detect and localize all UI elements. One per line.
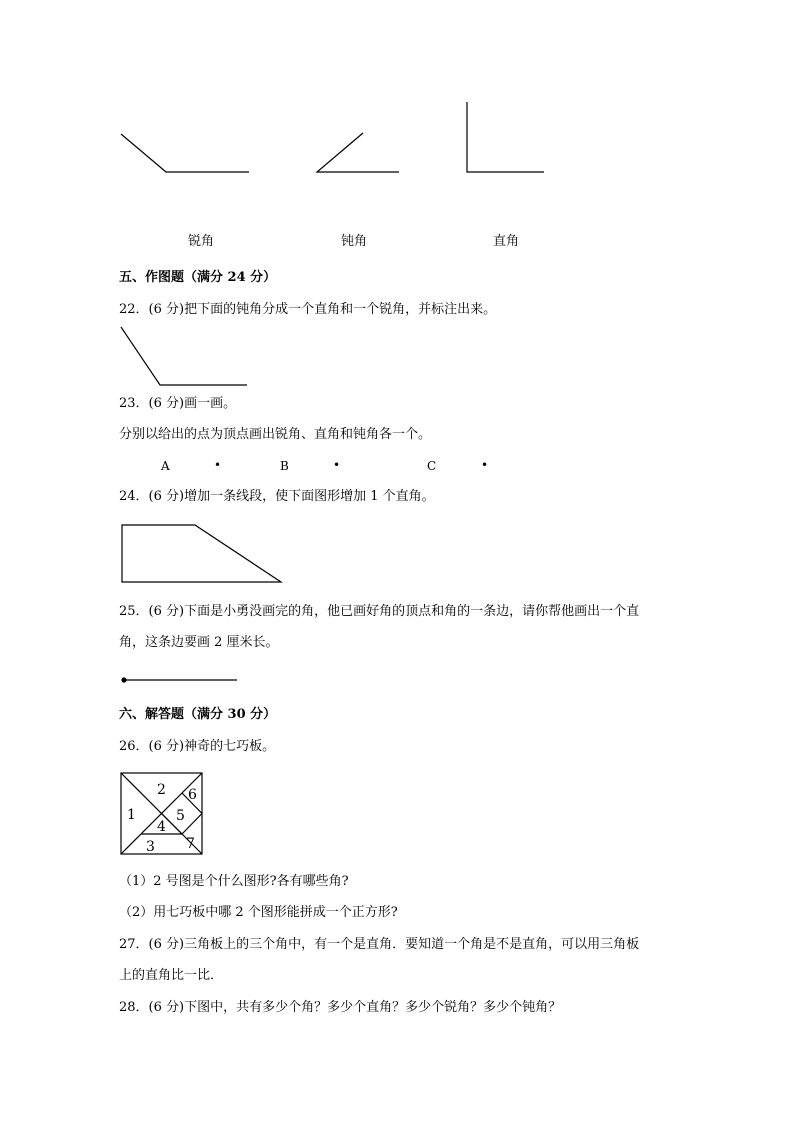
- tangram-number-2: 2: [157, 782, 166, 798]
- question-23-instruction: 分别以给出的点为顶点画出锐角、直角和钝角各一个。: [119, 427, 432, 442]
- tangram-number-3: 3: [146, 839, 155, 855]
- question-27-line-1: 27．(6 分)三角板上的三个角中，有一个是直角．要知道一个角是不是直角，可以用三角板: [119, 937, 640, 952]
- question-25-line-1: 25．(6 分)下面是小勇没画完的角，他已画好角的顶点和角的一条边，请你帮他画出一个直: [119, 604, 640, 619]
- tangram-number-1: 1: [127, 807, 136, 823]
- question-24: 24．(6 分)增加一条线段，使下面图形增加 1 个直角。: [119, 489, 435, 504]
- tangram-number-4: 4: [157, 819, 166, 835]
- tangram-number-6: 6: [188, 787, 197, 803]
- point-c-label: C: [427, 459, 437, 473]
- question-23: 23．(6 分)画一画。: [119, 396, 237, 411]
- tangram-number-7: 7: [186, 836, 195, 852]
- question-27-line-2: 上的直角比一比．: [119, 968, 224, 983]
- question-26-sub-2: （2）用七巧板中哪 2 个图形能拼成一个正方形?: [119, 905, 398, 920]
- question-22: 22．(6 分)把下面的钝角分成一个直角和一个锐角，并标注出来。: [119, 302, 497, 317]
- question-28: 28．(6 分)下图中，共有多少个角？多少个直角？多少个锐角？多少个钝角？: [119, 1000, 562, 1015]
- point-c-dot: •: [481, 458, 489, 472]
- angle-label-3: 直角: [493, 234, 520, 249]
- section-six-heading: 六、解答题（满分 30 分）: [119, 707, 277, 722]
- question-25-line-2: 角，这条边要画 2 厘米长。: [119, 635, 279, 650]
- tangram-number-5: 5: [176, 808, 185, 824]
- point-b-label: B: [280, 459, 289, 473]
- angle-label-1: 锐角: [188, 234, 215, 249]
- point-b-dot: •: [333, 458, 341, 472]
- question-26: 26．(6 分)神奇的七巧板。: [119, 739, 276, 754]
- point-a-label: A: [161, 459, 170, 473]
- angle-label-2: 钝角: [341, 234, 368, 249]
- point-a-dot: •: [214, 458, 222, 472]
- section-five-heading: 五、作图题（满分 24 分）: [119, 270, 277, 285]
- question-26-sub-1: （1）2 号图是个什么图形?各有哪些角?: [119, 874, 349, 889]
